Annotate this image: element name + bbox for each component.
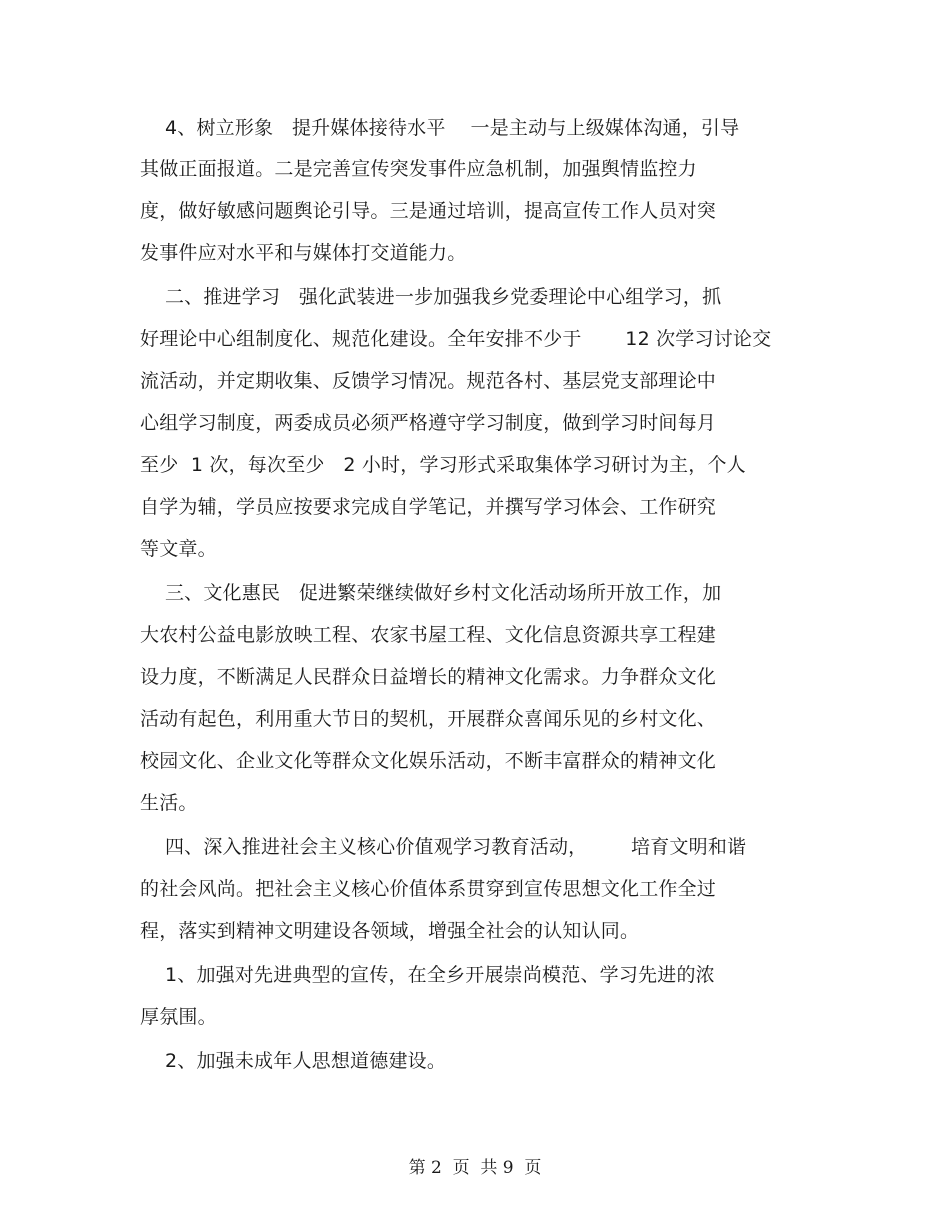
- text-line: 自学为辅，学员应按要求完成自学笔记，并撰写学习体会、工作研究: [140, 496, 717, 518]
- text-line: 校园文化、企业文化等群众文化娱乐活动，不断丰富群众的精神文化: [140, 750, 717, 772]
- text-line: 4、树立形象 提升媒体接待水平 一是主动与上级媒体沟通，引导: [140, 117, 740, 139]
- text-line: 设力度，不断满足人民群众日益增长的精神文化需求。力争群众文化: [140, 666, 717, 688]
- text-line: 活动有起色，利用重大节日的契机，开展群众喜闻乐见的乡村文化、: [140, 708, 717, 730]
- text-line: 程，落实到精神文明建设各领域，增强全社会的认知认同。: [140, 920, 640, 942]
- text-line: 生活。: [140, 792, 198, 814]
- text-line: 流活动，并定期收集、反馈学习情况。规范各村、基层党支部理论中: [140, 370, 717, 392]
- text-line: 四、深入推进社会主义核心价值观学习教育活动， 培育文明和谐: [140, 836, 747, 858]
- text-line: 大农村公益电影放映工程、农家书屋工程、文化信息资源共享工程建: [140, 624, 717, 646]
- text-line: 三、文化惠民 促进繁荣继续做好乡村文化活动场所开放工作，加: [140, 582, 722, 604]
- text-line: 至少 1 次，每次至少 2 小时，学习形式采取集体学习研讨为主，个人: [140, 454, 746, 476]
- text-line: 好理论中心组制度化、规范化建设。全年安排不少于 12 次学习讨论交: [140, 328, 772, 350]
- text-line: 2、加强未成年人思想道德建设。: [140, 1050, 447, 1072]
- text-line: 其做正面报道。二是完善宣传突发事件应急机制，加强舆情监控力: [140, 158, 697, 180]
- text-line: 发事件应对水平和与媒体打交道能力。: [140, 242, 467, 264]
- text-line: 二、推进学习 强化武装进一步加强我乡党委理论中心组学习，抓: [140, 286, 722, 308]
- page-number-footer: 第 2 页 共 9 页: [408, 1158, 542, 1178]
- text-line: 的社会风尚。把社会主义核心价值体系贯穿到宣传思想文化工作全过: [140, 878, 717, 900]
- text-line: 度，做好敏感问题舆论引导。三是通过培训，提高宣传工作人员对突: [140, 200, 717, 222]
- text-line: 心组学习制度，两委成员必须严格遵守学习制度，做到学习时间每月: [140, 412, 717, 434]
- text-line: 厚氛围。: [140, 1006, 217, 1028]
- text-line: 等文章。: [140, 538, 217, 560]
- text-line: 1、加强对先进典型的宣传，在全乡开展崇尚模范、学习先进的浓: [140, 964, 715, 986]
